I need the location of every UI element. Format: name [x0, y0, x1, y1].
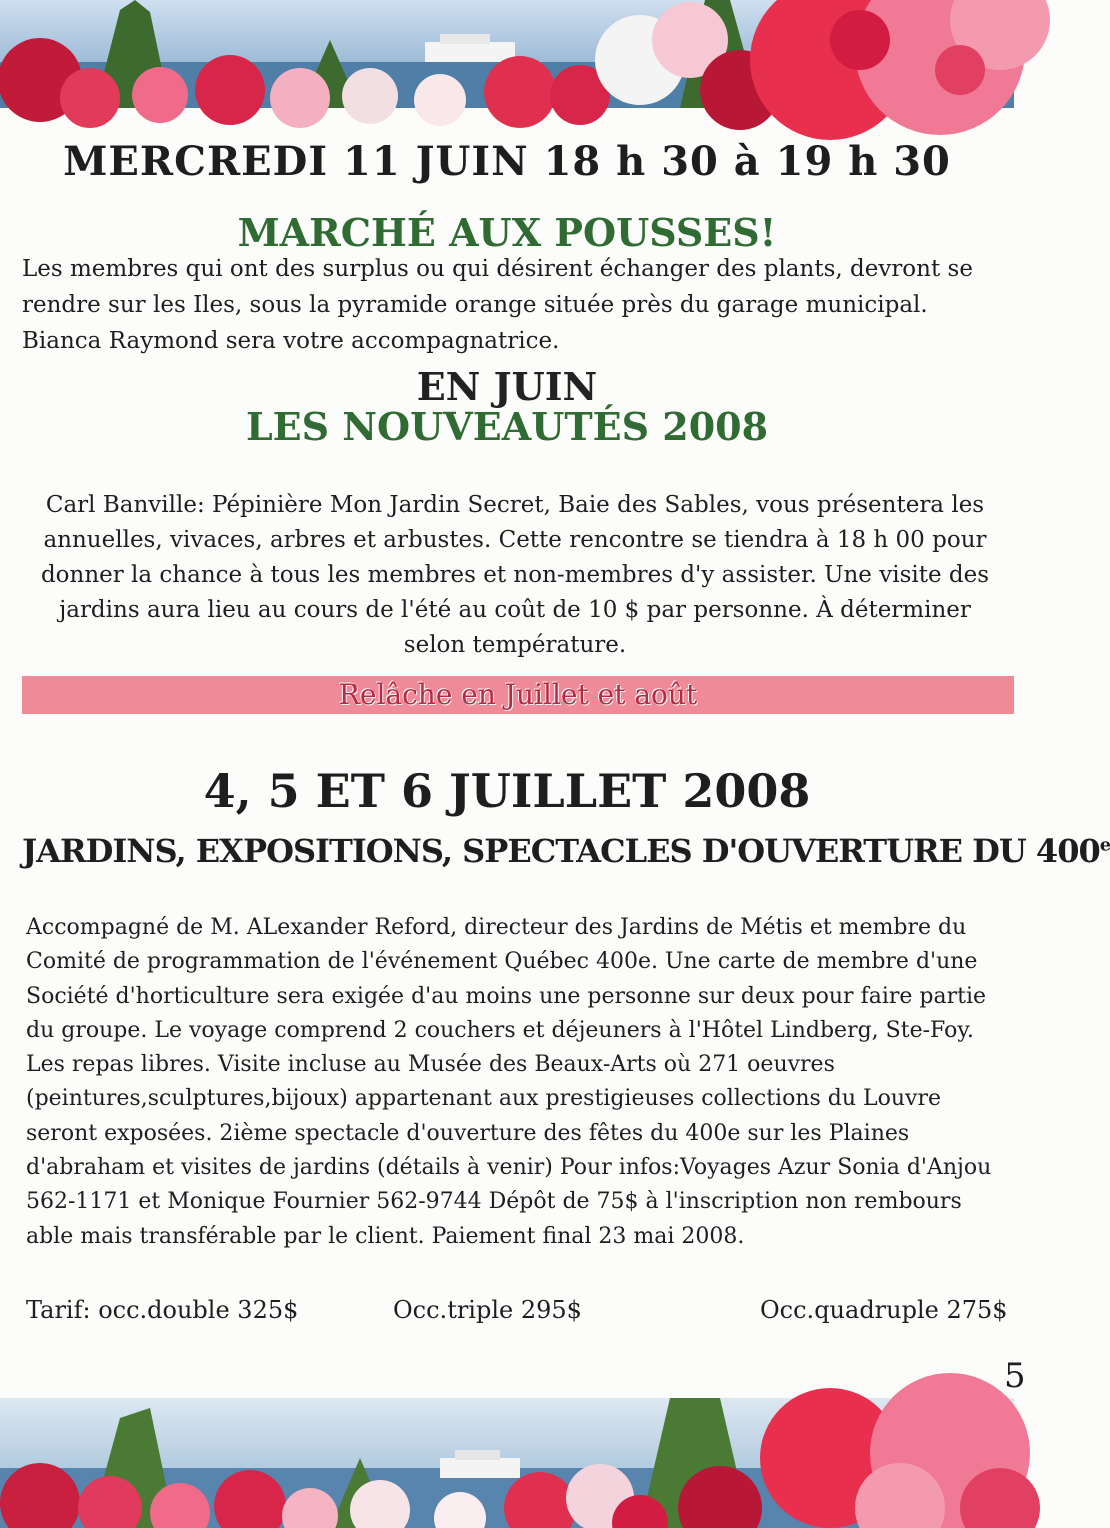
event3-title-text: JARDINS, EXPOSITIONS, SPECTACLES D'OUVERTURE DU 400 [22, 832, 1100, 870]
tarif-triple: Occ.triple 295$ [393, 1296, 582, 1324]
event2-heading: EN JUIN [416, 364, 598, 409]
footer-flower-banner [0, 1398, 1014, 1528]
event2-paragraph: Carl Banville: Pépinière Mon Jardin Secret, Baie des Sables, vous présentera les annuelles, vivaces, arbres et arbustes. Cette rencontre se tiendra à 18 h 00 pour donner la chance à tous les membres et non-membres d'y assister. Une visite des jardins aura lieu au cours de l'été au coût de 10 $ par personne. À déterminer selon température. [40, 492, 990, 658]
event1-paragraph: Les membres qui ont des surplus ou qui désirent échanger des plants, devront se rendre sur les Iles, sous la pyramide orange située près du garage municipal. Bianca Raymond sera votre accompagnatrice. [22, 256, 973, 354]
relache-banner: Relâche en Juillet et août [22, 676, 1014, 714]
page-number: 5 [1004, 1356, 1026, 1396]
tarif-quadruple: Occ.quadruple 275$ [760, 1296, 1008, 1324]
event3-date-heading: 4, 5 ET 6 JUILLET 2008 [203, 764, 811, 818]
flower-photo-bottom [0, 1398, 1014, 1528]
event3-title-superscript: e [1099, 834, 1110, 856]
event3-paragraph: Accompagné de M. ALexander Reford, directeur des Jardins de Métis et membre du Comité de programmation de l'événement Québec 400e. Une carte de membre d'une Société d'horticulture sera exigée d'au moins une personne sur deux pour faire partie du groupe. Le voyage comprend 2 couchers et déjeuners à l'Hôtel Lindberg, Ste-Foy. Les repas libres. Visite incluse au Musée des Beaux-Arts où 271 oeuvres (peintures,sculptures,bijoux) appartenant aux prestigieuses collections du Louvre seront exposées. 2ième spectacle d'ouverture des fêtes du 400e sur les Plaines d'abraham et visites de jardins (détails à venir) Pour infos:Voyages Azur Sonia d'Anjou 562-1171 et Monique Fournier 562-9744 Dépôt de 75$ à l'inscription non rembours able mais transférable par le client. Paiement final 23 mai 2008. [26, 915, 992, 1249]
event3-title [22, 832, 1110, 870]
event1-date-heading: MERCREDI 11 JUIN 18 h 30 à 19 h 30 [63, 138, 951, 185]
tarif-double: Tarif: occ.double 325$ [26, 1296, 299, 1324]
event2-title: LES NOUVEAUTÉS 2008 [245, 404, 769, 449]
event1-title: MARCHÉ AUX POUSSES! [237, 210, 777, 255]
